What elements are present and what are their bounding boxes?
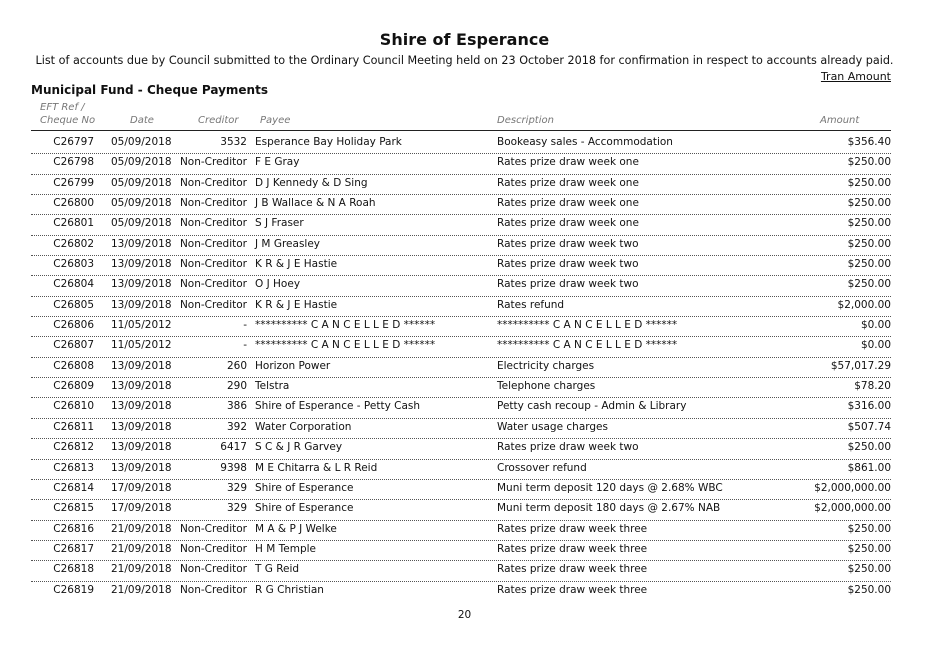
payee-name: M E Chitarra & L R Reid xyxy=(255,461,378,474)
payment-description: ********** C A N C E L L E D ****** xyxy=(497,319,678,332)
payment-date: 17/09/2018 xyxy=(111,481,172,494)
payments-table xyxy=(0,134,929,602)
payment-date: 05/09/2018 xyxy=(111,136,172,148)
payment-amount: $57,017.29 xyxy=(830,359,891,372)
payment-amount: $250.00 xyxy=(847,197,891,210)
payee-name: D J Kennedy & D Sing xyxy=(255,176,368,189)
payment-amount: $861.00 xyxy=(847,461,891,474)
creditor-id: Non-Creditor xyxy=(179,298,247,311)
payment-amount: $0.00 xyxy=(860,319,891,332)
payee-name: Shire of Esperance xyxy=(255,481,354,494)
payment-date: 13/09/2018 xyxy=(111,298,172,311)
payment-description: Rates prize draw week three xyxy=(497,583,648,596)
col-header-ref-line2: Cheque No xyxy=(40,115,96,126)
payment-date: 11/05/2012 xyxy=(111,339,172,352)
payment-amount: $2,000,000.00 xyxy=(814,502,891,515)
creditor-id: Non-Creditor xyxy=(179,156,247,169)
creditor-id: Non-Creditor xyxy=(179,583,247,596)
payment-description: Electricity charges xyxy=(497,359,595,372)
table-row xyxy=(0,500,929,520)
payment-amount: $250.00 xyxy=(847,217,891,230)
payment-amount: $250.00 xyxy=(847,522,891,535)
payment-date: 13/09/2018 xyxy=(111,461,172,474)
cheque-number: C26816 xyxy=(53,522,94,535)
payment-description: Rates prize draw week two xyxy=(497,258,639,271)
cheque-number: C26812 xyxy=(53,441,94,454)
table-row xyxy=(0,317,929,337)
creditor-id: - xyxy=(243,339,247,352)
cheque-number: C26807 xyxy=(53,339,94,352)
payee-name: M A & P J Welke xyxy=(255,522,337,535)
creditor-id: Non-Creditor xyxy=(179,176,247,189)
col-header-date: Date xyxy=(130,115,154,126)
creditor-id: Non-Creditor xyxy=(179,197,247,210)
payee-name: S J Fraser xyxy=(255,217,304,230)
payment-amount: $250.00 xyxy=(847,583,891,596)
payment-description: Rates prize draw week three xyxy=(497,563,648,576)
payee-name: Telstra xyxy=(255,380,290,393)
payment-date: 13/09/2018 xyxy=(111,441,172,454)
cheque-number: C26806 xyxy=(53,319,94,332)
payment-description: Rates prize draw week three xyxy=(497,542,648,555)
payee-name: Horizon Power xyxy=(255,359,331,372)
table-row xyxy=(0,460,929,480)
creditor-id: 392 xyxy=(226,420,247,433)
payment-amount: $2,000.00 xyxy=(837,298,891,311)
creditor-id: 329 xyxy=(226,481,247,494)
payment-date: 13/09/2018 xyxy=(111,380,172,393)
col-header-description: Description xyxy=(497,115,554,126)
payment-amount: $250.00 xyxy=(847,258,891,271)
payment-description: Petty cash recoup - Admin & Library xyxy=(497,400,687,413)
table-row xyxy=(0,154,929,174)
payment-amount: $250.00 xyxy=(847,237,891,250)
creditor-id: Non-Creditor xyxy=(179,258,247,271)
payee-name: K R & J E Hastie xyxy=(255,298,338,311)
section-heading: Municipal Fund - Cheque Payments xyxy=(31,83,268,97)
payment-date: 13/09/2018 xyxy=(111,258,172,271)
cheque-number: C26799 xyxy=(53,176,94,189)
payment-description: Rates prize draw week one xyxy=(497,197,639,210)
page-subtitle: List of accounts due by Council submitted to the Ordinary Council Meeting held on 23 October 2018 for confirmation in respect to accounts already paid. xyxy=(35,54,894,67)
payment-date: 05/09/2018 xyxy=(111,156,172,169)
payee-name: R G Christian xyxy=(255,583,324,596)
creditor-id: Non-Creditor xyxy=(179,563,247,576)
cheque-number: C26818 xyxy=(53,563,94,576)
tran-amount-label: Tran Amount xyxy=(820,70,891,83)
payment-description: ********** C A N C E L L E D ****** xyxy=(497,339,678,352)
table-row xyxy=(0,236,929,256)
col-header-amount: Amount xyxy=(820,115,860,126)
table-row xyxy=(0,541,929,561)
payee-name: ********** C A N C E L L E D ****** xyxy=(255,339,436,352)
creditor-id: 3532 xyxy=(220,136,247,148)
payment-date: 13/09/2018 xyxy=(111,359,172,372)
payment-date: 21/09/2018 xyxy=(111,583,172,596)
payee-name: ********** C A N C E L L E D ****** xyxy=(255,319,436,332)
table-row xyxy=(0,480,929,500)
payment-amount: $2,000,000.00 xyxy=(814,481,891,494)
col-header-payee: Payee xyxy=(260,115,291,126)
page-title: Shire of Esperance xyxy=(379,30,550,49)
payee-name: S C & J R Garvey xyxy=(255,441,343,454)
creditor-id: Non-Creditor xyxy=(179,542,247,555)
payment-date: 21/09/2018 xyxy=(111,522,172,535)
cheque-number: C26813 xyxy=(53,461,94,474)
table-row xyxy=(0,256,929,276)
cheque-number: C26804 xyxy=(53,278,94,291)
col-header-ref xyxy=(40,101,95,127)
table-row xyxy=(0,398,929,418)
cheque-number: C26805 xyxy=(53,298,94,311)
page-number: 20 xyxy=(457,609,472,621)
payment-amount: $250.00 xyxy=(847,176,891,189)
payment-date: 05/09/2018 xyxy=(111,197,172,210)
payment-date: 13/09/2018 xyxy=(111,420,172,433)
payment-date: 05/09/2018 xyxy=(111,176,172,189)
payment-amount: $356.40 xyxy=(847,136,891,148)
table-row xyxy=(0,195,929,215)
payee-name: H M Temple xyxy=(255,542,316,555)
payee-name: T G Reid xyxy=(255,563,300,576)
table-row xyxy=(0,297,929,317)
payment-description: Bookeasy sales - Accommodation xyxy=(497,136,673,148)
table-row xyxy=(0,582,929,602)
payment-description: Rates prize draw week one xyxy=(497,176,639,189)
payment-amount: $250.00 xyxy=(847,563,891,576)
cheque-number: C26797 xyxy=(53,136,94,148)
payment-description: Crossover refund xyxy=(497,461,587,474)
cheque-number: C26801 xyxy=(53,217,94,230)
payment-date: 13/09/2018 xyxy=(111,278,172,291)
cheque-number: C26819 xyxy=(53,583,94,596)
payee-name: F E Gray xyxy=(255,156,300,169)
payment-description: Rates prize draw week three xyxy=(497,522,648,535)
payment-date: 21/09/2018 xyxy=(111,542,172,555)
cheque-number: C26810 xyxy=(53,400,94,413)
table-row xyxy=(0,337,929,357)
payment-amount: $250.00 xyxy=(847,278,891,291)
creditor-id: 386 xyxy=(226,400,247,413)
payment-date: 13/09/2018 xyxy=(111,400,172,413)
payment-description: Rates refund xyxy=(497,298,565,311)
creditor-id: 329 xyxy=(226,502,247,515)
payment-date: 21/09/2018 xyxy=(111,563,172,576)
payee-name: J B Wallace & N A Roah xyxy=(255,197,376,210)
table-row xyxy=(0,439,929,459)
payment-description: Rates prize draw week two xyxy=(497,237,639,250)
creditor-id: Non-Creditor xyxy=(179,522,247,535)
cheque-number: C26802 xyxy=(53,237,94,250)
table-row xyxy=(0,378,929,398)
creditor-id: Non-Creditor xyxy=(179,237,247,250)
col-header-ref-line1: EFT Ref / xyxy=(40,102,85,113)
table-row xyxy=(0,419,929,439)
cheque-number: C26814 xyxy=(53,481,94,494)
payment-date: 05/09/2018 xyxy=(111,217,172,230)
cheque-number: C26815 xyxy=(53,502,94,515)
payment-amount: $316.00 xyxy=(847,400,891,413)
table-row xyxy=(0,215,929,235)
creditor-id: - xyxy=(243,319,247,332)
table-row xyxy=(0,175,929,195)
cheque-number: C26817 xyxy=(53,542,94,555)
header-rule xyxy=(31,130,891,131)
payment-amount: $250.00 xyxy=(847,542,891,555)
cheque-number: C26798 xyxy=(53,156,94,169)
table-row xyxy=(0,561,929,581)
payment-date: 13/09/2018 xyxy=(111,237,172,250)
payment-amount: $250.00 xyxy=(847,441,891,454)
cheque-number: C26808 xyxy=(53,359,94,372)
creditor-id: 9398 xyxy=(220,461,247,474)
payment-amount: $0.00 xyxy=(860,339,891,352)
payment-date: 17/09/2018 xyxy=(111,502,172,515)
payment-description: Muni term deposit 180 days @ 2.67% NAB xyxy=(497,502,721,515)
creditor-id: Non-Creditor xyxy=(179,278,247,291)
payment-description: Rates prize draw week two xyxy=(497,278,639,291)
payment-description: Rates prize draw week one xyxy=(497,217,639,230)
payee-name: O J Hoey xyxy=(255,278,301,291)
payee-name: K R & J E Hastie xyxy=(255,258,338,271)
cheque-number: C26811 xyxy=(53,420,94,433)
cheque-number: C26800 xyxy=(53,197,94,210)
col-header-creditor: Creditor xyxy=(198,115,239,126)
payment-description: Muni term deposit 120 days @ 2.68% WBC xyxy=(497,481,723,494)
payment-description: Rates prize draw week one xyxy=(497,156,639,169)
cheque-number: C26809 xyxy=(53,380,94,393)
creditor-id: 260 xyxy=(226,359,247,372)
payment-amount: $250.00 xyxy=(847,156,891,169)
table-row xyxy=(0,358,929,378)
payee-name: Water Corporation xyxy=(255,420,352,433)
table-row xyxy=(0,134,929,154)
payee-name: Shire of Esperance xyxy=(255,502,354,515)
creditor-id: Non-Creditor xyxy=(179,217,247,230)
payee-name: Esperance Bay Holiday Park xyxy=(255,136,402,148)
payee-name: J M Greasley xyxy=(255,237,321,250)
payee-name: Shire of Esperance - Petty Cash xyxy=(255,400,421,413)
table-row xyxy=(0,276,929,296)
creditor-id: 6417 xyxy=(220,441,247,454)
payment-description: Rates prize draw week two xyxy=(497,441,639,454)
payment-description: Water usage charges xyxy=(497,420,608,433)
payment-amount: $507.74 xyxy=(847,420,891,433)
table-row xyxy=(0,521,929,541)
payment-date: 11/05/2012 xyxy=(111,319,172,332)
creditor-id: 290 xyxy=(226,380,247,393)
payment-description: Telephone charges xyxy=(497,380,596,393)
payment-amount: $78.20 xyxy=(854,380,891,393)
cheque-number: C26803 xyxy=(53,258,94,271)
